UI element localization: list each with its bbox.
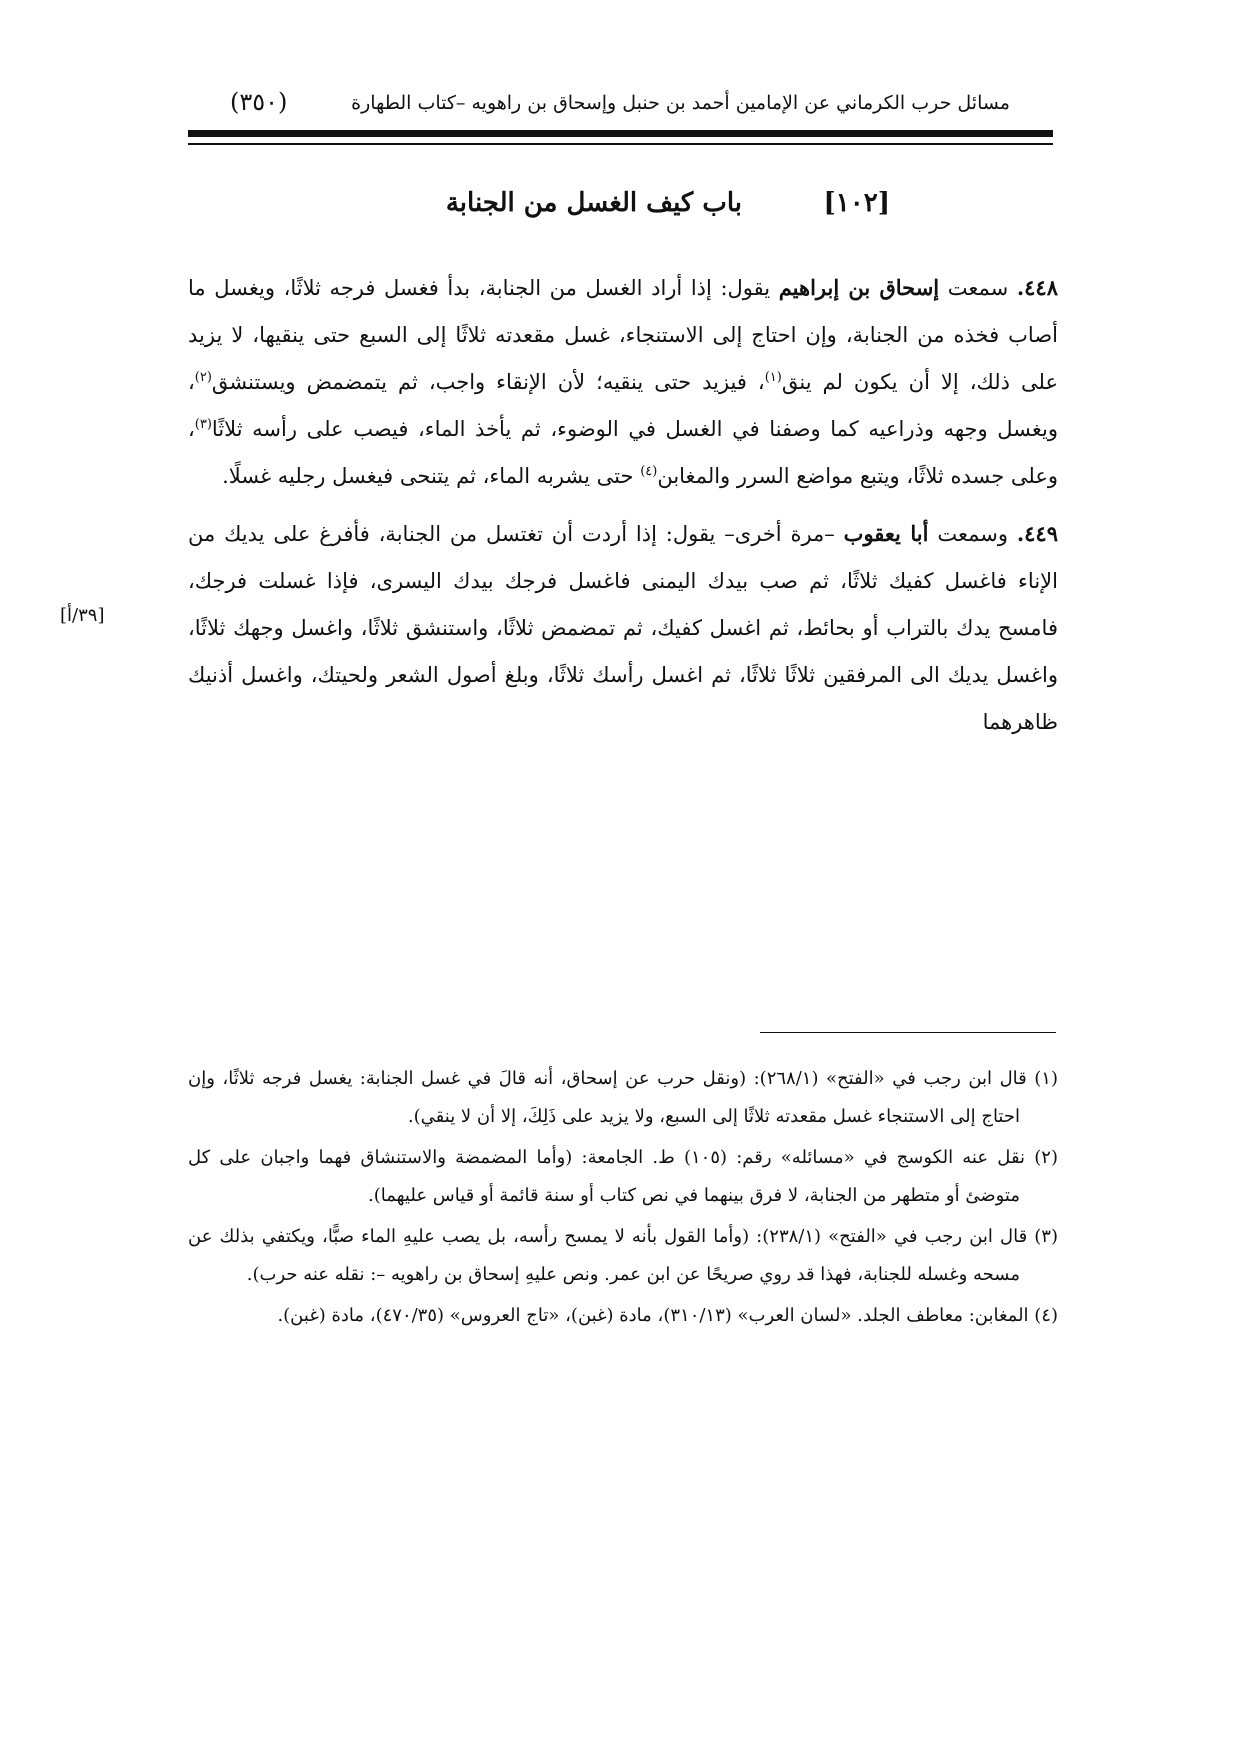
- footnote-3: (٣) قال ابن رجب في «الفتح» (٢٣٨/١): (وأما القول بأنه لا يمسح رأسه، بل يصب عليهِ الماء صبًّا، ويكتفي بذلك عن مسحه وغسله للجنابة، فهذا قد روي صريحًا عن ابن عمر. ونص عليهِ إسحاق بن راهويه –: نقله عنه حرب).: [188, 1226, 1058, 1285]
- chapter-number: [١٠٢]: [823, 188, 890, 218]
- paragraph-intro: سمعت: [947, 276, 1009, 300]
- footnote-ref-3: (٣): [194, 417, 212, 432]
- paragraph-text: ، وعلى جسده ثلاثًا، ويتبع مواضع السرر والمغابن: [188, 417, 1058, 488]
- paragraph-448: [188, 264, 1058, 500]
- page-number: (٣٥٠): [230, 88, 288, 116]
- paragraph-text: ، ويغسل وجهه وذراعيه كما وصفنا في الغسل في الوضوء، ثم يأخذ الماء، فيصب على رأسه ثلاثًا: [188, 370, 1058, 441]
- paragraph-text: ، فيزيد حتى ينقيه؛ لأن الإنقاء واجب، ثم يتمضمض ويستنشق: [211, 370, 765, 394]
- header-title: مسائل حرب الكرماني عن الإمامين أحمد بن حنبل وإسحاق بن راهويه –كتاب الطهارة: [351, 92, 1010, 114]
- paragraph-number: ٤٤٨.: [1016, 275, 1058, 300]
- footnote-4: (٤) المغابن: معاطف الجلد. «لسان العرب» (٣١٠/١٣)، مادة (غبن)، «تاج العروس» (٤٧٠/٣٥)، مادة (غبن).: [277, 1305, 1058, 1326]
- paragraph-text: يقول: إذا أراد الغسل من الجنابة، بدأ فغسل فرجه ثلاثًا، ويغسل ما أصاب فخذه من الجنابة، وإن احتاج إلى الاستنجاء، غسل مقعدته ثلاثًا إلى السبع حتى ينقيها، لا يزيد على ذلك، إلا أن يكون لم ينق: [188, 276, 1058, 394]
- footnote-1: (١) قال ابن رجب في «الفتح» (٢٦٨/١): (ونقل حرب عن إسحاق، أنه قالَ في غسل الجنابة: يغسل فرجه ثلاثًا، وإن احتاج إلى الاستنجاء غسل مقعدته ثلاثًا إلى السبع، ولا يزيد على ذَلِكَ، إلا أن لا ينقي).: [188, 1068, 1058, 1127]
- chapter-title: باب كيف الغسل من الجنابة: [445, 188, 742, 218]
- running-header: [230, 86, 1010, 126]
- chapter-heading: [370, 188, 890, 238]
- paragraph-text: –مرة أخرى– يقول: إذا أردت أن تغتسل من الجنابة، فأفرغ على يديك من الإناء فاغسل كفيك ثلاثًا، ثم صب بيدك اليمنى فاغسل فرجك بيدك اليسرى، فإذا غسلت فرجك، فامسح يدك بالتراب أو بحائط، ثم اغسل كفيك، ثم تمضمض ثلاثًا، واستنشق ثلاثًا، واغسل وجهك ثلاثًا، واغسل يديك الى المرفقين ثلاثًا ثلاثًا، ثم اغسل رأسك ثلاثًا، وبلغ أصول الشعر ولحيتك، واغسل أذنيك ظاهرهما: [188, 522, 1058, 734]
- narrator-name: أبا يعقوب: [843, 521, 929, 546]
- footnote-separator: [760, 1032, 1056, 1033]
- paragraph-449: [188, 510, 1058, 746]
- manuscript-folio-note: [٣٩/أ]: [60, 605, 105, 626]
- footnote-ref-4: (٤): [640, 464, 658, 479]
- footnote-ref-1: (١): [764, 370, 782, 385]
- footnote-ref-2: (٢): [194, 370, 212, 385]
- narrator-name: إسحاق بن إبراهيم: [778, 275, 940, 300]
- header-rule-thick: [188, 130, 1053, 137]
- footnote-2: (٢) نقل عنه الكوسج في «مسائله» رقم: (١٠٥) ط. الجامعة: (وأما المضمضة والاستنشاق فهما واجبان على كل متوضئ أو متطهر من الجنابة، لا فرق بينهما في نص كتاب أو سنة قائمة أو قياس عليهما).: [188, 1147, 1058, 1206]
- footnotes: [188, 1060, 1058, 1338]
- header-rule-thin: [188, 143, 1053, 145]
- main-text: [188, 264, 1058, 756]
- paragraph-intro: وسمعت: [937, 522, 1008, 546]
- paragraph-text: حتى يشربه الماء، ثم يتنحى فيغسل رجليه غسلًا.: [222, 464, 641, 488]
- paragraph-number: ٤٤٩.: [1016, 521, 1058, 546]
